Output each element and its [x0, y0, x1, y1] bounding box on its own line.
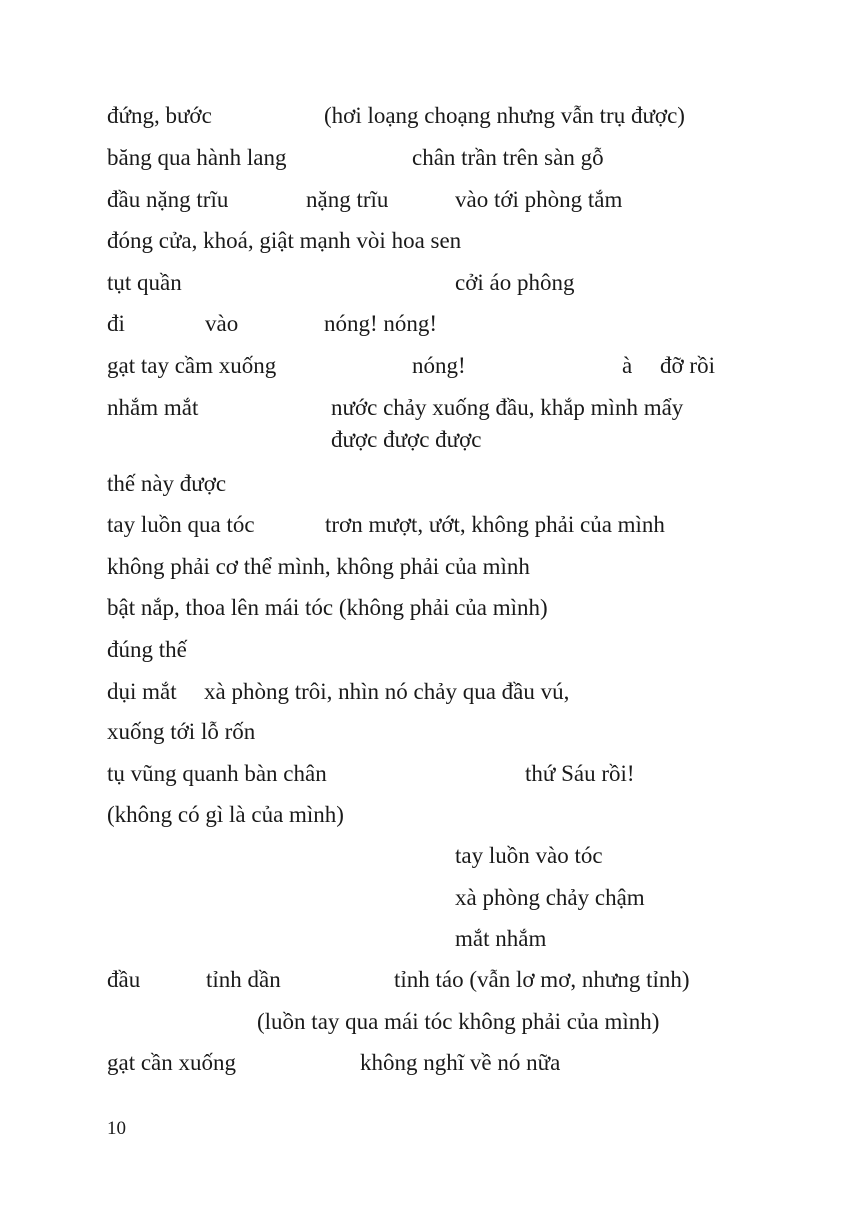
- poem-text: đúng thế: [107, 637, 187, 662]
- poem-text: tay luồn qua tóc: [107, 512, 255, 537]
- poem-text: tụt quần: [107, 270, 182, 295]
- poem-text: đóng cửa, khoá, giật mạnh vòi hoa sen: [107, 228, 462, 253]
- poem-text: được được được: [331, 427, 482, 452]
- poem-text: tỉnh táo (vẫn lơ mơ, nhưng tỉnh): [394, 967, 690, 992]
- poem-text: vào: [205, 311, 239, 336]
- poem-text: đứng, bước: [107, 103, 212, 128]
- poem-text: à: [622, 353, 633, 378]
- poem-text: trơn mượt, ướt, không phải của mình: [325, 512, 665, 537]
- poem-text: không phải cơ thể mình, không phải của mình: [107, 554, 530, 579]
- poem-text: tỉnh dần: [206, 967, 281, 992]
- poem-text: xuống tới lỗ rốn: [107, 719, 256, 744]
- poem-text: nhắm mắt: [107, 395, 199, 420]
- poem-text: xà phòng chảy chậm: [455, 885, 645, 910]
- poem-text: tay luồn vào tóc: [455, 843, 603, 868]
- poem-text: bật nắp, thoa lên mái tóc (không phải của mình): [107, 595, 548, 620]
- poem-text: nước chảy xuống đầu, khắp mình mẩy: [331, 395, 684, 420]
- poem-text: vào tới phòng tắm: [455, 187, 623, 212]
- poem-text: mắt nhắm: [455, 926, 547, 951]
- poem-text: gạt cần xuống: [107, 1050, 237, 1075]
- poem-text: (hơi loạng choạng nhưng vẫn trụ được): [324, 103, 685, 128]
- poem-text: nóng!: [412, 353, 466, 378]
- poem-text: đỡ rồi: [660, 353, 715, 378]
- poem-text: đầu nặng trĩu: [107, 187, 229, 212]
- poem-text: cởi áo phông: [455, 270, 575, 295]
- poem-text: thế này được: [107, 471, 227, 496]
- poem-text: thứ Sáu rồi!: [525, 761, 635, 786]
- poem-text: băng qua hành lang: [107, 145, 287, 170]
- page-number: 10: [107, 1118, 126, 1139]
- poem-text: xà phòng trôi, nhìn nó chảy qua đầu vú,: [204, 679, 570, 704]
- poem-text: (không có gì là của mình): [107, 802, 344, 827]
- poem-text: nặng trĩu: [306, 187, 389, 212]
- poem-text: tụ vũng quanh bàn chân: [107, 761, 327, 786]
- poem-text: gạt tay cầm xuống: [107, 353, 277, 378]
- poem-text: không nghĩ về nó nữa: [360, 1050, 561, 1075]
- poem-text: đi: [107, 311, 125, 336]
- poem-text: dụi mắt: [107, 679, 177, 704]
- poem-text: nóng! nóng!: [324, 311, 438, 336]
- poem-text: (luồn tay qua mái tóc không phải của mình): [257, 1009, 660, 1034]
- poem-text: chân trần trên sàn gỗ: [412, 145, 604, 170]
- poem-text: đầu: [107, 967, 141, 992]
